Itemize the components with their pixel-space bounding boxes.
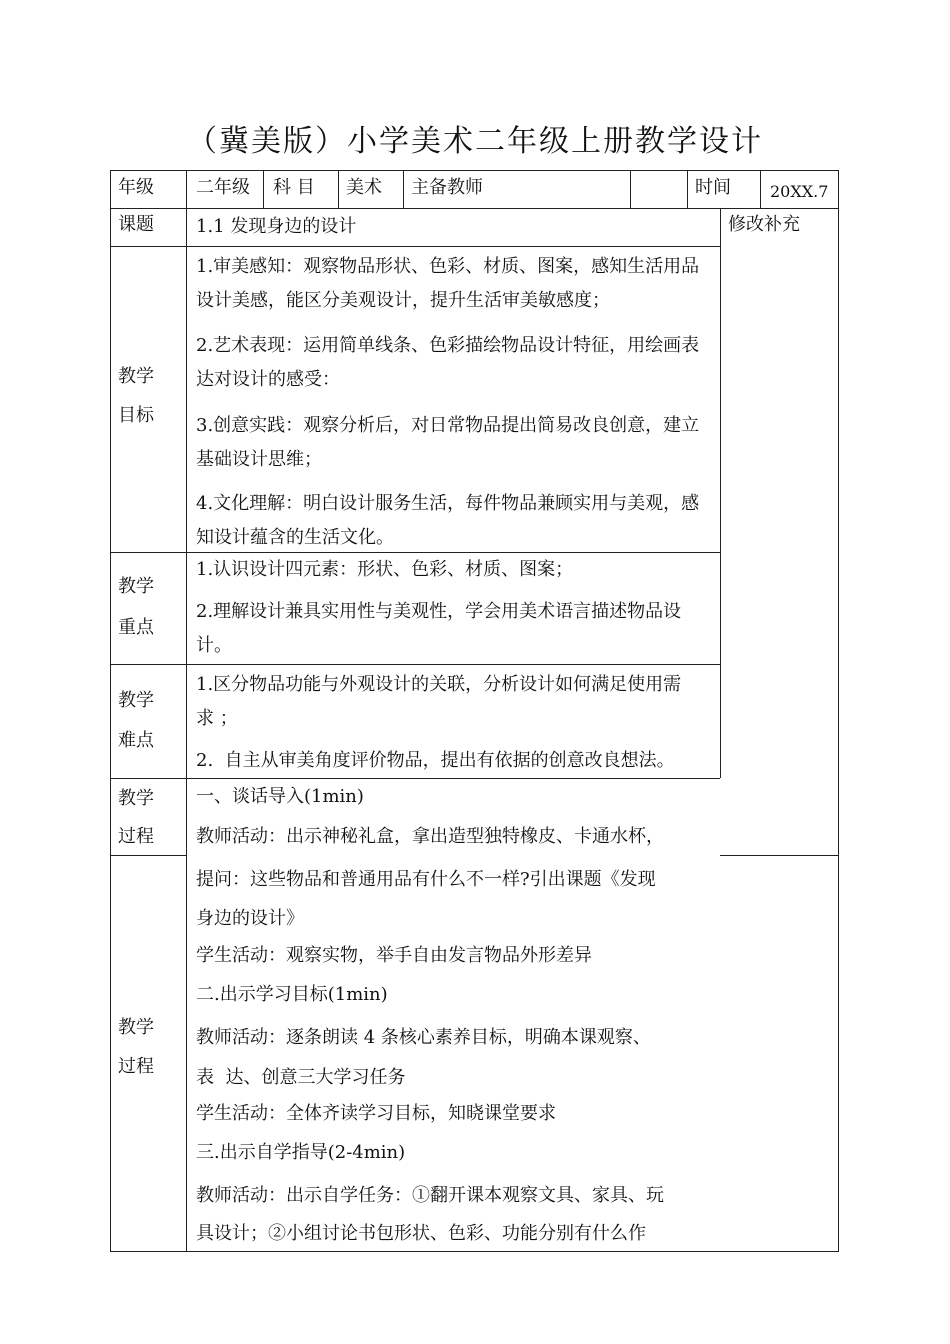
column-divider (338, 170, 339, 208)
row-divider (110, 778, 720, 779)
process-label: 过程 (118, 826, 154, 847)
time-label: 时间 (695, 177, 731, 198)
column-divider (403, 170, 404, 208)
objective-item: 3.创意实践：观察分析后，对日常物品提出简易改良创意，建立基础设计思维； (196, 415, 700, 470)
process-label: 过程 (118, 1056, 154, 1077)
row-divider (110, 664, 720, 665)
column-divider (186, 170, 187, 1252)
row-divider (110, 208, 838, 209)
process-line: 三.出示自学指导(2-4min) (196, 1142, 406, 1163)
objective-item: 1.审美感知：观察物品形状、色彩、材质、图案，感知生活用品设计美感，能区分美观设计，提升生活审美敏感度； (196, 256, 700, 311)
page-title: （冀美版）小学美术二年级上册教学设计 (187, 124, 763, 159)
table-border-right (838, 170, 839, 1252)
topic-label: 课题 (118, 214, 154, 235)
time-value: 20XX.7 (770, 182, 829, 201)
column-divider (630, 170, 631, 208)
objective-item: 4.文化理解：明白设计服务生活，每件物品兼顾实用与美观，感知设计蕴含的生活文化。 (196, 493, 700, 548)
process-line: 教师活动：出示自学任务：①翻开课本观察文具、家具、玩 (196, 1185, 664, 1206)
process-label: 教学 (118, 788, 154, 809)
column-divider (263, 170, 264, 208)
key-points-label: 教学 (118, 576, 154, 597)
process-label: 教学 (118, 1017, 154, 1038)
process-line: 一、谈话导入(1min) (196, 786, 364, 807)
process-line: 身边的设计》 (196, 908, 304, 929)
process-line: 具设计；②小组讨论书包形状、色彩、功能分别有什么作 (196, 1223, 646, 1244)
process-line: 学生活动：观察实物，举手自由发言物品外形差异 (196, 945, 592, 966)
topic-value: 1.1 发现身边的设计 (196, 216, 357, 237)
table-border-top (110, 170, 838, 171)
column-divider (720, 208, 721, 778)
difficulty-item: 1.区分物品功能与外观设计的关联，分析设计如何满足使用需 求 ； (196, 674, 682, 729)
process-line: 教师活动：逐条朗读 4 条核心素养目标，明确本课观察、 (196, 1027, 651, 1048)
difficulties-label: 难点 (118, 730, 154, 751)
row-divider (110, 246, 720, 247)
objectives-label: 目标 (118, 405, 154, 426)
row-divider (720, 855, 838, 856)
row-divider (110, 855, 186, 856)
process-line: 表 达、创意三大学习任务 (196, 1067, 406, 1088)
process-line: 提问：这些物品和普通用品有什么不一样?引出课题《发现 (196, 869, 656, 890)
key-point-item: 1.认识设计四元素：形状、色彩、材质、图案； (196, 559, 574, 580)
column-divider (760, 170, 761, 208)
column-divider (687, 170, 688, 208)
grade-label: 年级 (118, 177, 154, 198)
revision-label: 修改补充 (728, 214, 800, 235)
process-line: 二.出示学习目标(1min) (196, 984, 388, 1005)
process-line: 学生活动：全体齐读学习目标，知晓课堂要求 (196, 1103, 556, 1124)
difficulty-item: 2. 自主从审美角度评价物品，提出有依据的创意改良想法。 (196, 750, 675, 771)
objective-item: 2.艺术表现：运用简单线条、色彩描绘物品设计特征，用绘画表达对设计的感受： (196, 335, 700, 390)
table-border-left (110, 170, 111, 1252)
key-point-item: 2.理解设计兼具实用性与美观性，学会用美术语言描述物品设计。 (196, 601, 682, 656)
process-line: 教师活动：出示神秘礼盒，拿出造型独特橡皮、卡通水杯， (196, 826, 664, 847)
key-points-label: 重点 (118, 617, 154, 638)
table-border-bottom (110, 1251, 838, 1252)
subject-value: 美术 (346, 177, 382, 198)
difficulties-label: 教学 (118, 690, 154, 711)
objectives-label: 教学 (118, 366, 154, 387)
subject-label: 科 目 (273, 177, 315, 198)
grade-value: 二年级 (196, 177, 250, 198)
teacher-label: 主备教师 (411, 177, 483, 198)
